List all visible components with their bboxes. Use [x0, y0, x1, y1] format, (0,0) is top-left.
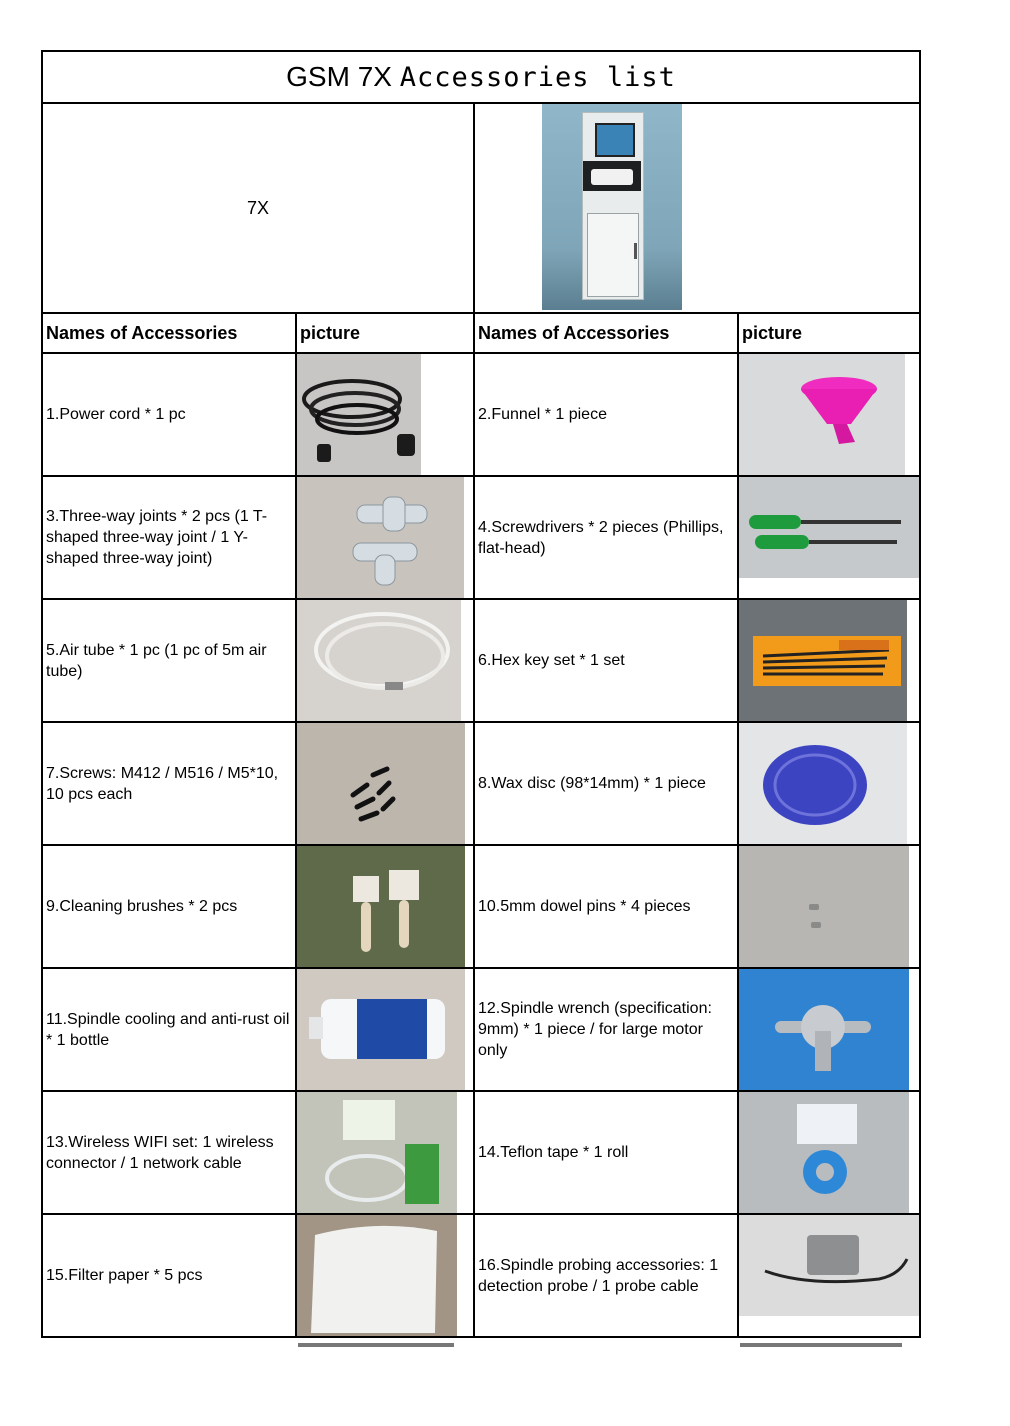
- accessory-picture: [738, 353, 920, 476]
- accessory-picture: [738, 476, 920, 599]
- table-row: [42, 1091, 920, 1214]
- accessory-picture: [738, 845, 920, 968]
- table-row: [42, 353, 920, 476]
- accessory-name: 4.Screwdrivers * 2 pieces (Phillips, flat-head): [474, 476, 738, 599]
- accessory-name: 16.Spindle probing accessories: 1 detection probe / 1 probe cable: [474, 1214, 738, 1337]
- table-row: [42, 599, 920, 722]
- table-row: [42, 968, 920, 1091]
- table-row: [42, 722, 920, 845]
- accessory-name: 11.Spindle cooling and anti-rust oil * 1 bottle: [42, 968, 296, 1091]
- screws-icon: [297, 723, 465, 844]
- three-way-joints-icon: [297, 477, 464, 598]
- oil-bottle-icon: [297, 969, 465, 1090]
- accessory-name: 6.Hex key set * 1 set: [474, 599, 738, 722]
- wax-disc-icon: [739, 723, 907, 844]
- teflon-tape-icon: [739, 1092, 909, 1213]
- accessory-name: 7.Screws: M412 / M516 / M5*10, 10 pcs each: [42, 722, 296, 845]
- accessory-name: 15.Filter paper * 5 pcs: [42, 1214, 296, 1337]
- hex-key-set-icon: [739, 600, 907, 721]
- cleaning-brushes-icon: [297, 846, 465, 967]
- accessory-picture: [738, 599, 920, 722]
- accessories-table: [41, 50, 921, 1338]
- accessory-picture: [296, 353, 474, 476]
- probe-accessories-icon: [739, 1215, 919, 1316]
- accessory-picture: [738, 1091, 920, 1214]
- accessories-sheet: [41, 50, 919, 1338]
- funnel-icon: [739, 354, 905, 475]
- accessory-name: 5.Air tube * 1 pc (1 pc of 5m air tube): [42, 599, 296, 722]
- next-image-edge-right: [740, 1343, 902, 1347]
- spindle-wrench-icon: [739, 969, 909, 1090]
- power-cord-icon: [297, 354, 421, 475]
- table-row: [42, 1214, 920, 1337]
- filter-paper-icon: [297, 1215, 457, 1336]
- accessory-name: 12.Spindle wrench (specification: 9mm) * 1 piece / for large motor only: [474, 968, 738, 1091]
- accessory-name: 13.Wireless WIFI set: 1 wireless connector / 1 network cable: [42, 1091, 296, 1214]
- title-text: Accessories list: [399, 62, 676, 93]
- accessory-name: 2.Funnel * 1 piece: [474, 353, 738, 476]
- model-label: 7X: [246, 197, 270, 218]
- page-title: [42, 51, 920, 103]
- header-picture-left: picture: [296, 313, 474, 353]
- screwdrivers-icon: [739, 477, 919, 578]
- table-row: [42, 845, 920, 968]
- accessory-picture: [296, 722, 474, 845]
- accessory-picture: [296, 845, 474, 968]
- table-row: [42, 476, 920, 599]
- accessory-picture: [738, 722, 920, 845]
- air-tube-icon: [297, 600, 461, 721]
- header-names-left: Names of Accessories: [42, 313, 296, 353]
- header-names-right: Names of Accessories: [474, 313, 738, 353]
- accessory-name: 10.5mm dowel pins * 4 pieces: [474, 845, 738, 968]
- accessory-picture: [296, 476, 474, 599]
- model-picture-cell: [474, 103, 920, 313]
- title-model: GSM 7X: [286, 61, 392, 92]
- next-image-edge-left: [298, 1343, 454, 1347]
- accessory-picture: [296, 1214, 474, 1337]
- accessory-name: 14.Teflon tape * 1 roll: [474, 1091, 738, 1214]
- accessory-name: 3.Three-way joints * 2 pcs (1 T-shaped three-way joint / 1 Y-shaped three-way joint): [42, 476, 296, 599]
- accessory-picture: [296, 1091, 474, 1214]
- accessory-name: 1.Power cord * 1 pc: [42, 353, 296, 476]
- accessory-picture: [738, 1214, 920, 1337]
- machine-cabinet-icon: [542, 104, 682, 310]
- accessory-picture: [738, 968, 920, 1091]
- dowel-pins-icon: [739, 846, 909, 967]
- accessory-name: 9.Cleaning brushes * 2 pcs: [42, 845, 296, 968]
- header-picture-right: picture: [738, 313, 920, 353]
- accessory-picture: [296, 968, 474, 1091]
- accessory-name: 8.Wax disc (98*14mm) * 1 piece: [474, 722, 738, 845]
- accessory-picture: [296, 599, 474, 722]
- model-cell: [42, 103, 474, 313]
- wifi-set-icon: [297, 1092, 457, 1213]
